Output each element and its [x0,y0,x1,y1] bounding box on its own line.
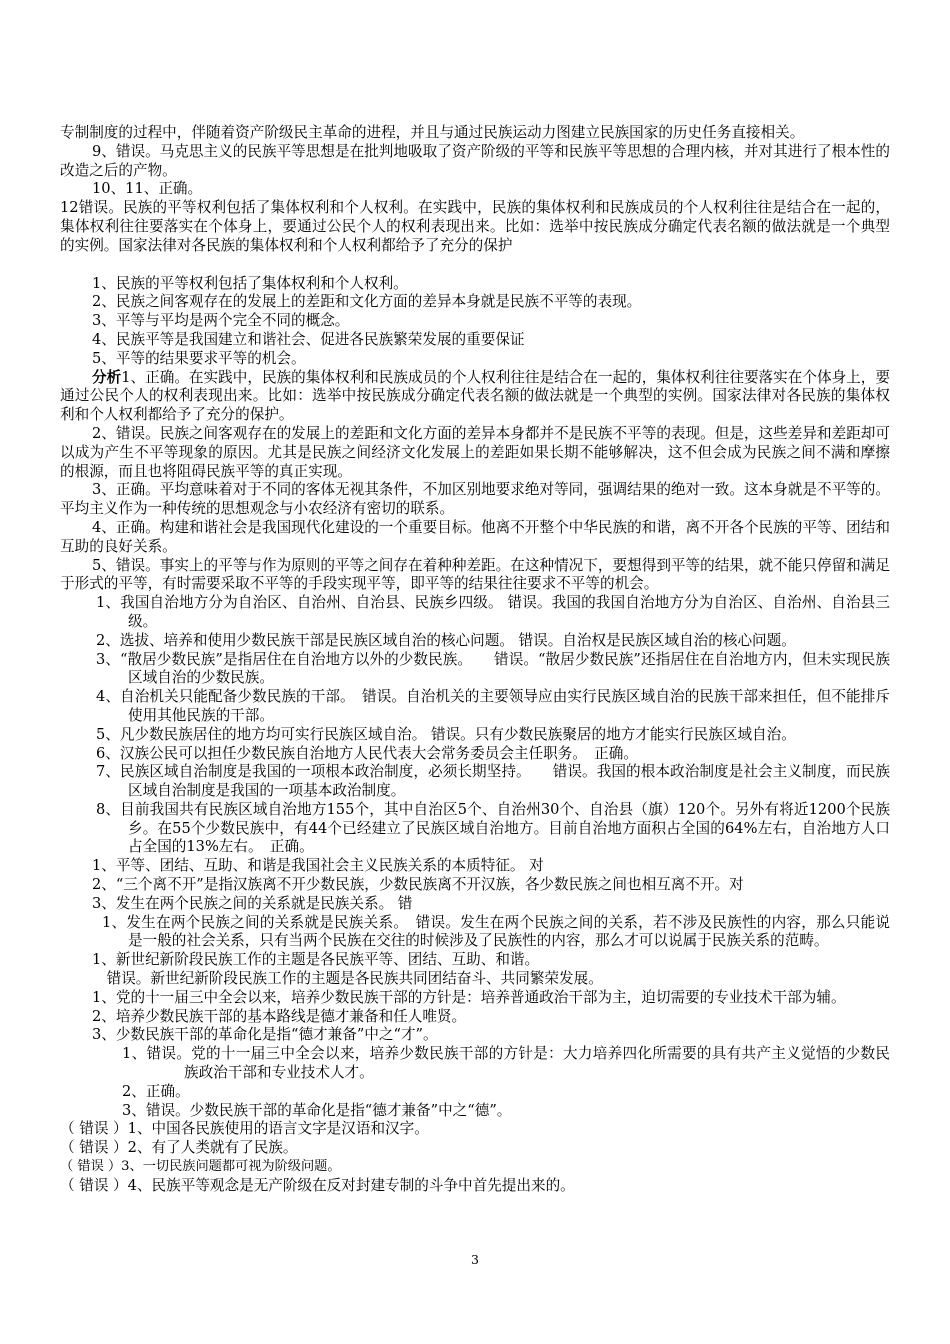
paragraph-text: 3、发生在两个民族之间的关系就是民族关系。 错 [92,894,413,912]
paragraph-gap [60,256,890,275]
paragraph-text: 1、我国自治地方分为自治区、自治州、自治县、民族乡四级。 错误。我国的我国自治地方分为自治区、自治州、自治县三级。 [96,594,890,630]
paragraph [60,1045,890,1083]
paragraph-text: 1、正确。在实践中，民族的集体权利和民族成员的个人权利往往是结合在一起的，集体权利往往要落实在个体身上，要通过公民个人的权利表现出来。比如：选举中按民族成分确定代表名额的做法就是一个典型的实例。国家法律对各民族的集体权利和个人权利都给予了充分的保护。 [60,368,890,424]
paragraph [60,1026,890,1045]
paragraph-text: 5、平等的结果要求平等的机会。 [92,349,306,367]
paragraph-text: 6、汉族公民可以担任少数民族自治地方人民代表大会常务委员会主任职务。 正确。 [96,744,638,762]
paragraph-text: （ 错误 ）4、民族平等观念是无产阶级在反对封建专制的斗争中首先提出来的。 [60,1176,575,1194]
paragraph [60,312,890,331]
paragraph [60,331,890,350]
paragraph-text: （ 错误 ）1、中国各民族使用的语言文字是汉语和汉字。 [60,1120,429,1138]
paragraph [60,350,890,369]
paragraph [60,745,890,764]
paragraph-text: （ 错误 ）2、有了人类就有了民族。 [60,1139,298,1157]
paragraph [60,801,890,857]
paragraph-text: 5、错误。事实上的平等与作为原则的平等之间存在着种种差距。在这种情况下，要想得到平等的结果，就不能只停留和满足于形式的平等，有时需要采取不平等的手段实现平等，即平等的结果往往要求不平等的机会。 [60,556,890,593]
paragraph-text: 1、发生在两个民族之间的关系就是民族关系。 错误。发生在两个民族之间的关系，若不涉及民族性的内容，那么只能说是一般的社会关系，只有当两个民族在交往的时候涉及了民族性的内容，那么才可以说属于民族关系的范畴。 [102,913,890,950]
paragraph [60,951,890,970]
analysis-label: 分析 [92,368,122,386]
paragraph [60,895,890,914]
document-body [60,124,890,1196]
paragraph-text: 2、选拔、培养和使用少数民族干部是民族区域自治的核心问题。 错误。自治权是民族区域自治的核心问题。 [96,631,796,649]
paragraph [60,651,890,689]
paragraph [60,688,890,726]
paragraph [60,726,890,745]
paragraph-text: 9、错误。马克思主义的民族平等思想是在批判地吸取了资产阶级的平等和民族平等思想的合理内核，并对其进行了根本性的改造之后的产物。 [60,142,890,179]
paragraph-text: 1、民族的平等权利包括了集体权利和个人权利。 [92,274,408,292]
paragraph-text: 3、正确。平均意味着对于不同的客体无视其条件，不加区别地要求绝对等同，强调结果的绝对一致。这本身就是不平等的。平均主义作为一种传统的思想观念与小农经济有密切的联系。 [60,481,890,518]
paragraph-text: 4、自治机关只能配备少数民族的干部。 错误。自治机关的主要领导应由实行民族区域自治的民族干部来担任，但不能排斥使用其他民族的干部。 [96,688,890,724]
paragraph [60,914,890,952]
paragraph [60,1158,890,1177]
paragraph [60,199,890,255]
paragraph-text: 2、民族之间客观存在的发展上的差距和文化方面的差异本身就是民族不平等的表现。 [92,293,642,311]
paragraph [60,293,890,312]
paragraph [60,369,890,425]
paragraph [60,180,890,199]
paragraph [60,519,890,557]
paragraph-text: （ 错误 ）3、一切民族问题都可视为阶级问题。 [60,1159,341,1175]
paragraph-text: 4、民族平等是我国建立和谐社会、促进各民族繁荣发展的重要保证 [92,330,525,348]
paragraph [60,557,890,595]
paragraph [60,124,890,143]
paragraph-text: 2、培养少数民族干部的基本路线是德才兼备和任人唯贤。 [92,1007,467,1025]
paragraph [60,1102,890,1121]
paragraph-text: 3、少数民族干部的革命化是指“德才兼备”中之“才”。 [92,1026,438,1044]
paragraph [60,857,890,876]
paragraph [60,1120,890,1139]
paragraph [60,989,890,1008]
paragraph [60,425,890,481]
paragraph-text: 2、正确。 [122,1082,190,1100]
paragraph-text: 8、目前我国共有民族区域自治地方155个，其中自治区5个、自治州30个、自治县（旗）120个。另外有将近1200个民族乡。在55个少数民族中，有44个已经建立了民族区域自治地方。目前自治地方面积占全国的64%左右，自治地方人口占全国的13%左右。 正确。 [96,800,890,856]
paragraph-text: 10、11、正确。 [92,180,203,198]
paragraph [60,876,890,895]
paragraph [60,970,890,989]
paragraph-text: 1、错误。党的十一届三中全会以来，培养少数民族干部的方针是：大力培养四化所需要的具有共产主义觉悟的少数民族政治干部和专业技术人才。 [122,1045,890,1082]
paragraph-text: 5、凡少数民族居住的地方均可实行民族区域自治。 错误。只有少数民族聚居的地方才能实行民族区域自治。 [96,725,796,743]
paragraph [60,481,890,519]
page-number: 3 [471,1252,479,1267]
paragraph [60,632,890,651]
paragraph-text: 1、平等、团结、互助、和谐是我国社会主义民族关系的本质特征。 对 [92,857,544,875]
paragraph-text: 3、平等与平均是两个完全不同的概念。 [92,312,350,330]
paragraph-text: 4、正确。构建和谐社会是我国现代化建设的一个重要目标。他离不开整个中华民族的和谐，离不开各个民族的平等、团结和互助的良好关系。 [60,518,890,555]
paragraph [60,1177,890,1196]
paragraph [60,1008,890,1027]
paragraph [60,594,890,632]
paragraph [60,763,890,801]
paragraph [60,275,890,294]
paragraph-text: 专制制度的过程中，伴随着资产阶级民主革命的进程，并且与通过民族运动力图建立民族国家的历史任务直接相关。 [60,124,805,141]
paragraph-text: 3、错误。少数民族干部的革命化是指“德才兼备”中之“德”。 [122,1101,512,1119]
paragraph-text: 12错误。民族的平等权利包括了集体权利和个人权利。在实践中，民族的集体权利和民族成员的个人权利往往是结合在一起的，集体权利往往要落实在个体身上，要通过公民个人的权利表现出来。比如：选举中按民族成分确定代表名额的做法就是一个典型的实例。国家法律对各民族的集体权利和个人权利都给予了充分的保护 [60,199,890,254]
paragraph [60,1139,890,1158]
paragraph-text: 2、“三个离不开”是指汉族离不开少数民族，少数民族离不开汉族，各少数民族之间也相互离不开。对 [92,876,744,894]
paragraph-text: 1、新世纪新阶段民族工作的主题是各民族平等、团结、互助、和谐。 [92,951,540,969]
paragraph-text: 1、党的十一届三中全会以来，培养少数民族干部的方针是：培养普通政治干部为主，迫切需要的专业技术干部为辅。 [92,988,846,1006]
paragraph-text: 2、错误。民族之间客观存在的发展上的差距和文化方面的差异本身都并不是民族不平等的表现。但是，这些差异和差距却可以成为产生不平等现象的原因。尤其是民族之间经济文化发展上的差距如果长期不能够解决，这不但会成为民族之间不满和摩擦的根源，而且也将阻碍民族平等的真正实现。 [60,424,890,480]
paragraph [60,143,890,181]
paragraph-text: 错误。新世纪新阶段民族工作的主题是各民族共同团结奋斗、共同繁荣发展。 [92,970,603,988]
paragraph-text: 7、民族区域自治制度是我国的一项根本政治制度，必须长期坚持。 错误。我国的根本政治制度是社会主义制度，而民族区域自治制度是我国的一项基本政治制度。 [96,763,890,800]
paragraph [60,1083,890,1102]
paragraph-text: 3、“散居少数民族”是指居住在自治地方以外的少数民族。 错误。“散居少数民族”还指居住在自治地方内，但未实现民族区域自治的少数民族。 [96,650,890,687]
